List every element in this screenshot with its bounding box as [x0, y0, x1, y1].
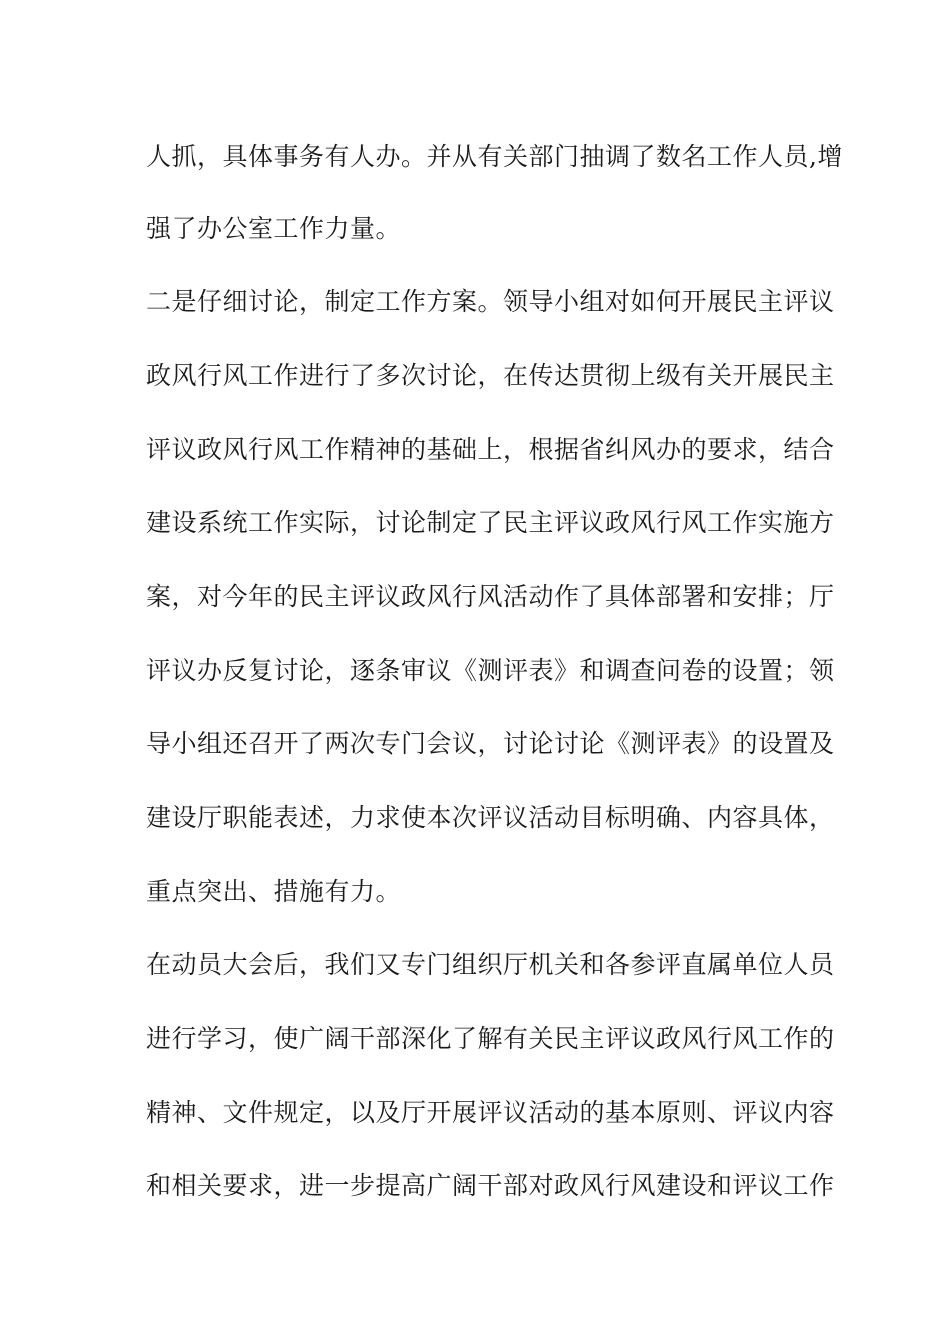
text-line: 建设系统工作实际，讨论制定了民主评议政风行风工作实施方 — [146, 508, 835, 537]
text-line: 精神、文件规定，以及厅开展评议活动的基本原则、评议内容 — [146, 1098, 835, 1127]
text-line: 评议办反复讨论，逐条审议《测评表》和调查问卷的设置；领 — [146, 656, 835, 685]
text-line: 导小组还召开了两次专门会议，讨论讨论《测评表》的设置及 — [146, 729, 835, 758]
text-line: 政风行风工作进行了多次讨论，在传达贯彻上级有关开展民主 — [146, 361, 835, 390]
text-line: 进行学习，使广阔干部深化了解有关民主评议政风行风工作的 — [146, 1024, 835, 1053]
text-line: 评议政风行风工作精神的基础上，根据省纠风办的要求，结合 — [146, 435, 835, 464]
text-line: 在动员大会后，我们又专门组织厅机关和各参评直属单位人员 — [146, 950, 835, 979]
text-line: 建设厅职能表述，力求使本次评议活动目标明确、内容具体， — [146, 803, 835, 832]
text-line: 重点突出、措施有力。 — [146, 877, 402, 906]
text-line: 和相关要求，进一步提高广阔干部对政风行风建设和评议工作 — [146, 1171, 835, 1200]
text-line: 二是仔细讨论，制定工作方案。领导小组对如何开展民主评议 — [146, 287, 835, 316]
text-line: 强了办公室工作力量。 — [146, 214, 402, 243]
text-line: 人抓，具体事务有人办。并从有关部门抽调了数名工作人员,增 — [146, 142, 843, 171]
text-line: 案，对今年的民主评议政风行风活动作了具体部署和安排；厅 — [146, 582, 835, 611]
